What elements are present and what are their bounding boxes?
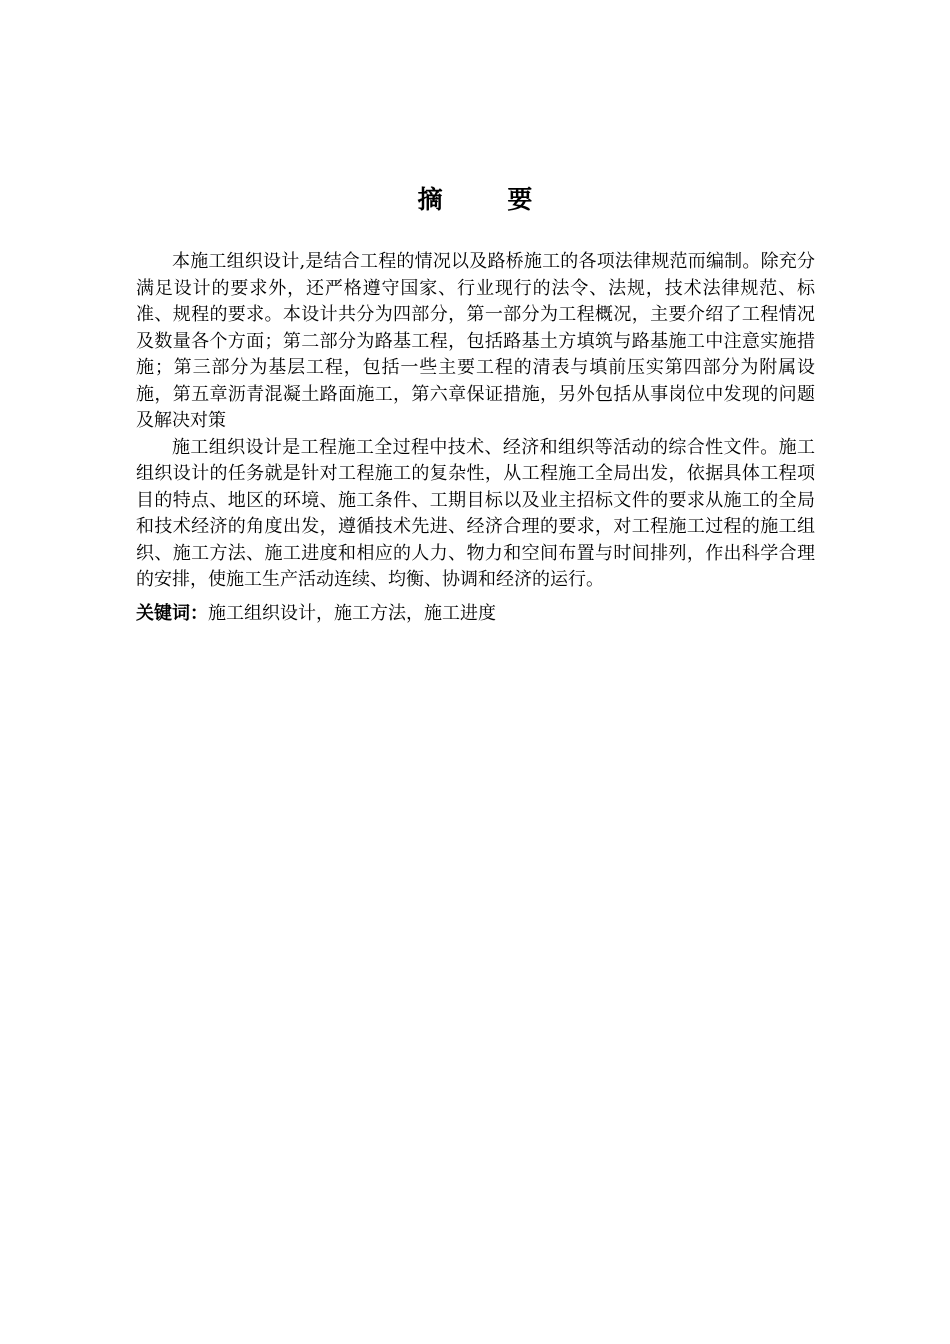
keywords-line — [136, 601, 815, 627]
keywords-label: 关键词： — [136, 603, 208, 624]
abstract-title: 摘 要 — [417, 185, 561, 214]
abstract-paragraph-1: 本施工组织设计,是结合工程的情况以及路桥施工的各项法律规范而编制。除充分满足设计的要求外，还严格遵守国家、行业现行的法令、法规，技术法律规范、标准、规程的要求。本设计共分为四部分，第一部分为工程概况，主要介绍了工程情况及数量各个方面；第二部分为路基工程，包括路基土方填筑与路基施工中注意实施措施；第三部分为基层工程，包括一些主要工程的清表与填前压实第四部分为附属设施，第五章沥青混凝土路面施工，第六章保证措施，另外包括从事岗位中发现的问题及解决对策 — [136, 251, 815, 431]
keywords-value: 施工组织设计，施工方法，施工进度 — [208, 603, 496, 624]
abstract-paragraph-2: 施工组织设计是工程施工全过程中技术、经济和组织等活动的综合性文件。施工组织设计的任务就是针对工程施工的复杂性，从工程施工全局出发，依据具体工程项目的特点、地区的环境、施工条件、工期目标以及业主招标文件的要求从施工的全局和技术经济的角度出发，遵循技术先进、经济合理的要求，对工程施工过程的施工组织、施工方法、施工进度和相应的人力、物力和空间布置与时间排列，作出科学合理的安排，使施工生产活动连续、均衡、协调和经济的运行。 — [136, 436, 815, 590]
abstract-body — [136, 249, 815, 594]
